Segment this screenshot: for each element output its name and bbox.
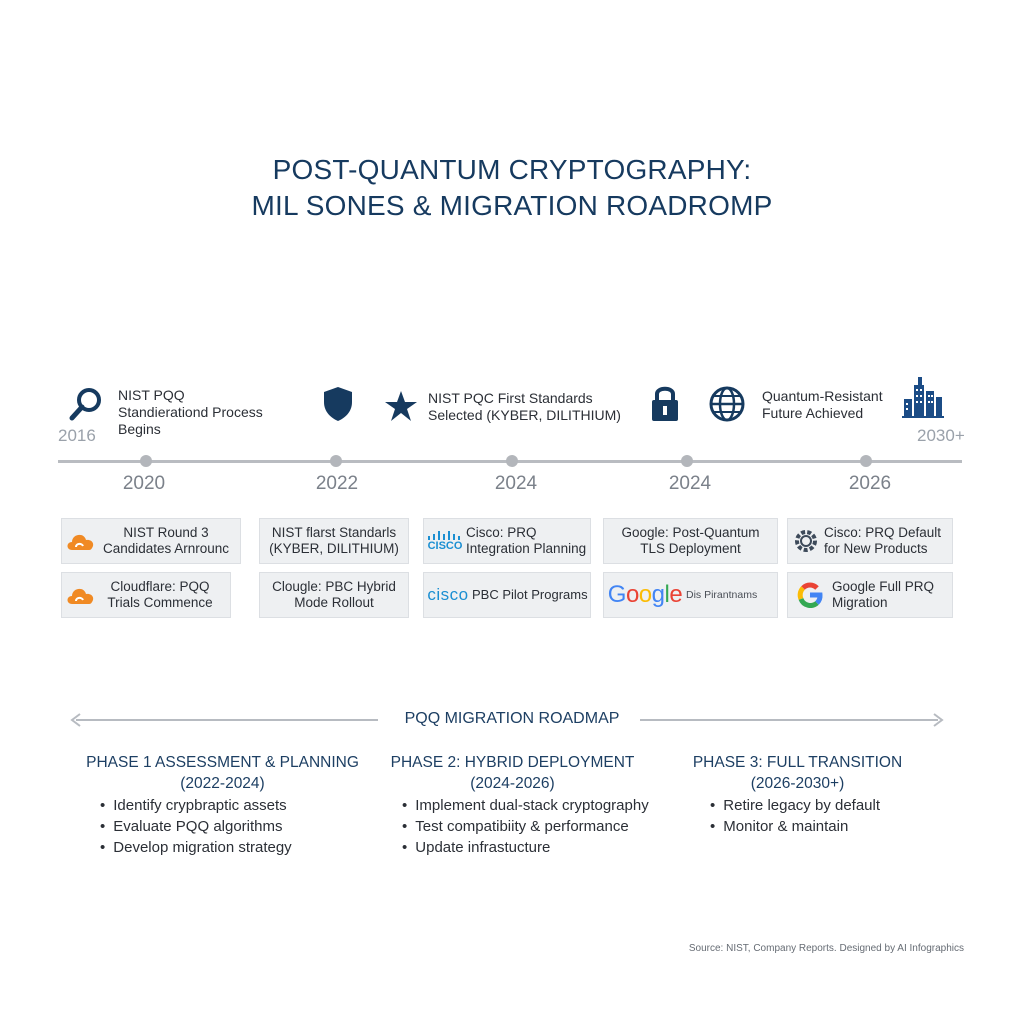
phase-2-list <box>402 795 649 858</box>
phase-title: PHASE 3: FULL TRANSITION <box>692 754 903 771</box>
phase-years: (2026-2030+) <box>750 775 845 792</box>
milestone-card <box>259 572 409 618</box>
milestone-card <box>787 572 953 618</box>
cloud-icon <box>62 530 98 552</box>
timeline-dot <box>506 455 518 467</box>
cisco-logo-icon <box>424 531 466 552</box>
phase-3-heading <box>680 752 915 794</box>
milestone-card <box>787 518 953 564</box>
timeline-dot <box>330 455 342 467</box>
lock-icon <box>650 383 680 423</box>
cisco-logo-icon <box>424 587 472 603</box>
cisco-wordmark: CISCO <box>427 539 463 552</box>
list-item: • Monitor & maintain <box>710 816 880 837</box>
card-text: NIST flarst Standarls (KYBER, DILITHIUM) <box>269 525 399 556</box>
phase-years: (2024-2026) <box>470 775 555 792</box>
phase-title: PHASE 1 ASSESSMENT & PLANNING <box>86 754 359 771</box>
title-line-2: MIL SONES & MIGRATION ROADROMP <box>251 190 773 221</box>
google-wordmark: Google <box>607 581 683 608</box>
event-nist-process: NIST PQQ Standierationd Process Begins <box>118 387 263 437</box>
cloud-icon <box>62 584 98 606</box>
magnifier-icon <box>68 386 104 422</box>
city-icon <box>902 375 944 419</box>
card-text: Cisco: PRQ Integration Planning <box>466 525 587 556</box>
page-title <box>0 152 1024 224</box>
phase-1-list <box>100 795 292 858</box>
milestone-card <box>423 572 591 618</box>
list-item: • Develop migration strategy <box>100 837 292 858</box>
timeline-year: 2026 <box>848 473 892 494</box>
milestone-card <box>61 518 241 564</box>
globe-icon <box>708 385 746 423</box>
source-note: Source: NIST, Company Reports. Designed by AI Infographics <box>688 943 964 954</box>
list-item: • Identify crypbraptic assets <box>100 795 292 816</box>
gear-icon <box>788 528 824 554</box>
card-text: PBC Pilot Programs <box>472 587 588 602</box>
arrowhead-right-icon <box>932 713 944 727</box>
google-logo-icon <box>604 581 686 608</box>
card-text: Cisco: PRQ Default for New Products <box>824 525 942 556</box>
list-item: • Evaluate PQQ algorithms <box>100 816 292 837</box>
roadmap-arrow-right <box>640 719 938 721</box>
timeline-year: 2022 <box>315 473 359 494</box>
phase-1-heading <box>80 752 365 794</box>
phase-years: (2022-2024) <box>180 775 265 792</box>
timeline-year: 2024 <box>494 473 538 494</box>
roadmap-label: PQQ MIGRATION ROADMAP <box>404 710 620 727</box>
milestone-card <box>603 518 778 564</box>
year-end-label: 2030+ <box>917 426 965 445</box>
timeline-year: 2020 <box>122 473 166 494</box>
card-text: Dis Pirantnams <box>686 589 758 601</box>
title-line-1: POST-QUANTUM CRYPTOGRAPHY: <box>272 154 752 185</box>
shield-icon <box>322 386 354 422</box>
list-item: • Update infrastucture <box>402 837 649 858</box>
card-text: Google Full PRQ Migration <box>832 579 935 610</box>
list-item: • Test compatibiity & performance <box>402 816 649 837</box>
phase-2-heading <box>380 752 645 794</box>
list-item: • Implement dual-stack cryptography <box>402 795 649 816</box>
star-icon <box>384 390 418 422</box>
event-nist-first: NIST PQC First Standards Selected (KYBER, DILITHIUM) <box>428 390 621 423</box>
event-quantum-resistant: Quantum-Resistant Future Achieved <box>762 388 883 421</box>
timeline-dot <box>860 455 872 467</box>
cisco-wordmark: cisco <box>427 585 469 604</box>
card-text: Cloudflare: PQQ Trials Commence <box>107 579 213 610</box>
milestone-card <box>423 518 591 564</box>
phase-3-list <box>710 795 880 837</box>
card-text: NIST Round 3 Candidates Arnrounc <box>102 525 230 556</box>
phase-title: PHASE 2: HYBRID DEPLOYMENT <box>390 754 635 771</box>
milestone-card <box>259 518 409 564</box>
card-text: Clougle: PBC Hybrid Mode Rollout <box>272 579 396 610</box>
card-text: Google: Post-Quantum TLS Deployment <box>621 525 760 556</box>
year-start-label: 2016 <box>58 426 96 445</box>
timeline-dot <box>140 455 152 467</box>
timeline-dot <box>681 455 693 467</box>
milestone-card <box>61 572 231 618</box>
timeline-year: 2024 <box>668 473 712 494</box>
google-g-icon <box>788 582 832 608</box>
milestone-card <box>603 572 778 618</box>
list-item: • Retire legacy by default <box>710 795 880 816</box>
